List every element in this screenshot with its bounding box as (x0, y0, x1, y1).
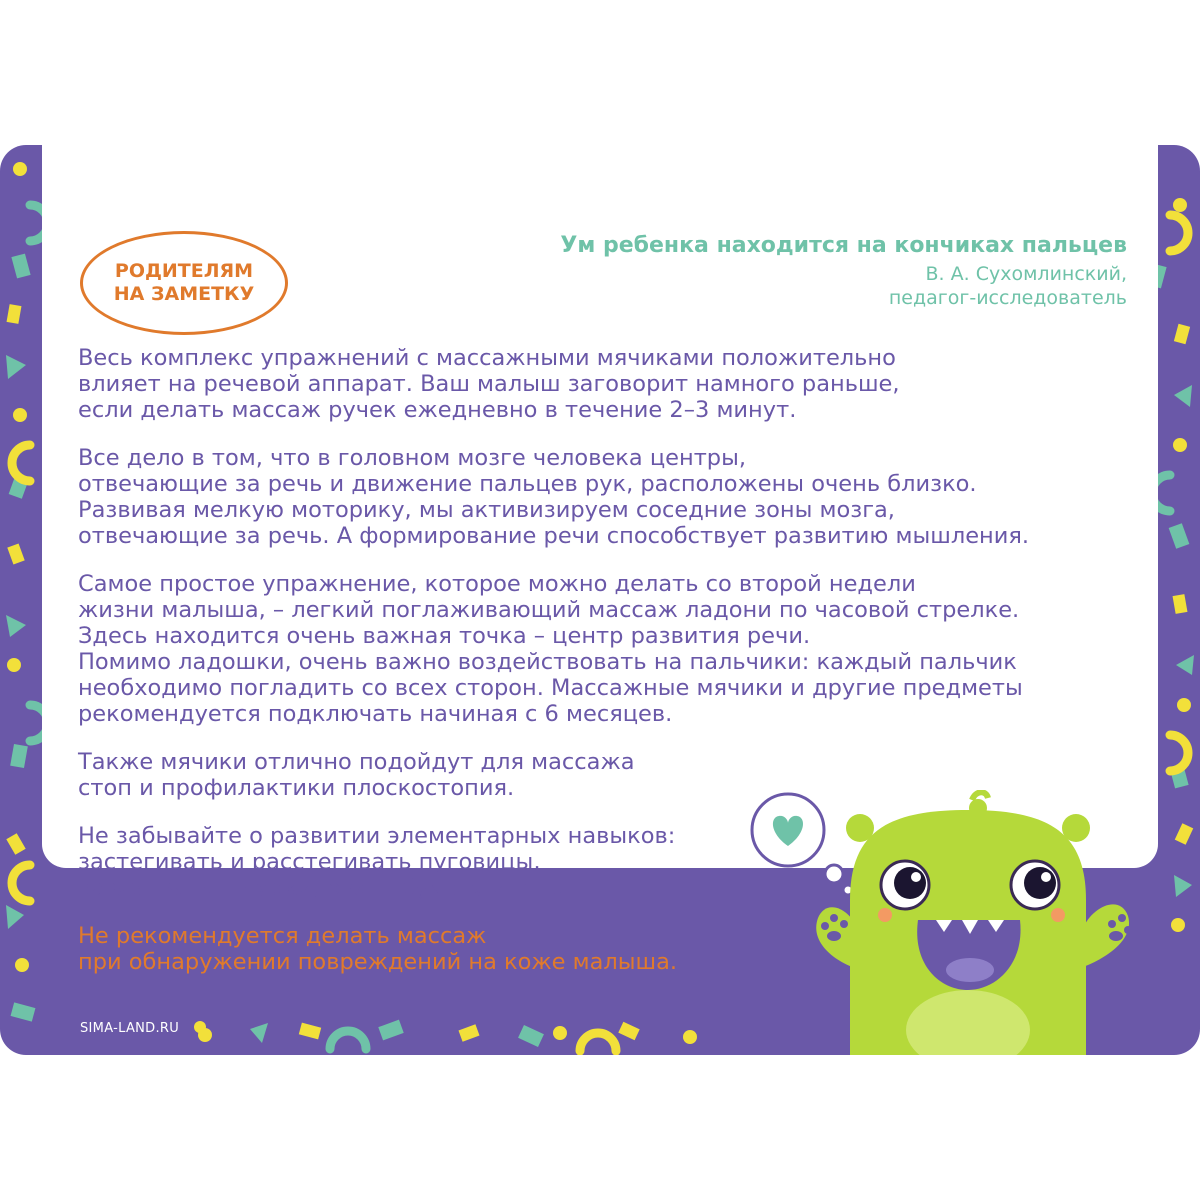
text-line: Весь комплекс упражнений с массажными мячиками положительно (78, 345, 896, 371)
parents-note-badge (80, 231, 288, 335)
paragraph (78, 445, 1068, 549)
epigraph-author (560, 262, 1127, 310)
epigraph (560, 232, 1127, 310)
warning-line: Не рекомендуется делать массаж (78, 923, 487, 949)
badge-line-2: НА ЗАМЕТКУ (113, 283, 255, 305)
text-line: Самое простое упражнение, которое можно делать со второй недели (78, 571, 916, 597)
text-line: Развивая мелкую моторику, мы активизируем соседние зоны мозга, (78, 497, 895, 523)
epigraph-author-name: В. А. Сухомлинский, (925, 263, 1127, 285)
badge-line-1: РОДИТЕЛЯМ (114, 260, 254, 282)
text-line: застегивать и расстегивать пуговицы, (78, 849, 541, 875)
text-line: отвечающие за речь. А формирование речи способствует развитию мышления. (78, 523, 1030, 549)
thought-bubble (752, 794, 853, 895)
paragraph (78, 571, 1068, 727)
epigraph-author-role: педагог-исследователь (888, 287, 1127, 309)
text-line: Помимо ладошки, очень важно воздействовать на пальчики: каждый пальчик (78, 649, 1017, 675)
warning-line: при обнаружении повреждений на коже малыша. (78, 949, 678, 975)
text-line: завязывать шнурки, рвать бумагу и т. д. (78, 875, 564, 901)
epigraph-text: Ум ребенка находится на кончиках пальцев (560, 233, 1127, 258)
text-line: влияет на речевой аппарат. Ваш малыш заговорит намного раньше, (78, 371, 900, 397)
text-line: Здесь находится очень важная точка – центр развития речи. (78, 623, 811, 649)
monster-illustration (740, 790, 1140, 1055)
paragraph (78, 345, 1068, 423)
text-line: Все дело в том, что в головном мозге человека центры, (78, 445, 747, 471)
text-line: отвечающие за речь и движение пальцев рук, расположены очень близко. (78, 471, 977, 497)
site-url: SIMA-LAND.RU (80, 1021, 180, 1036)
text-line: жизни малыша, – легкий поглаживающий массаж ладони по часовой стрелке. (78, 597, 1020, 623)
text-line: если делать массаж ручек ежедневно в течение 2–3 минут. (78, 397, 797, 423)
text-line: стоп и профилактики плоскостопия. (78, 775, 515, 801)
text-line: рекомендуется подключать начиная с 6 месяцев. (78, 701, 673, 727)
text-line: Не забывайте о развитии элементарных навыков: (78, 823, 676, 849)
text-line: Также мячики отлично подойдут для массажа (78, 749, 635, 775)
text-line: необходимо погладить со всех сторон. Массажные мячики и другие предметы (78, 675, 1023, 701)
